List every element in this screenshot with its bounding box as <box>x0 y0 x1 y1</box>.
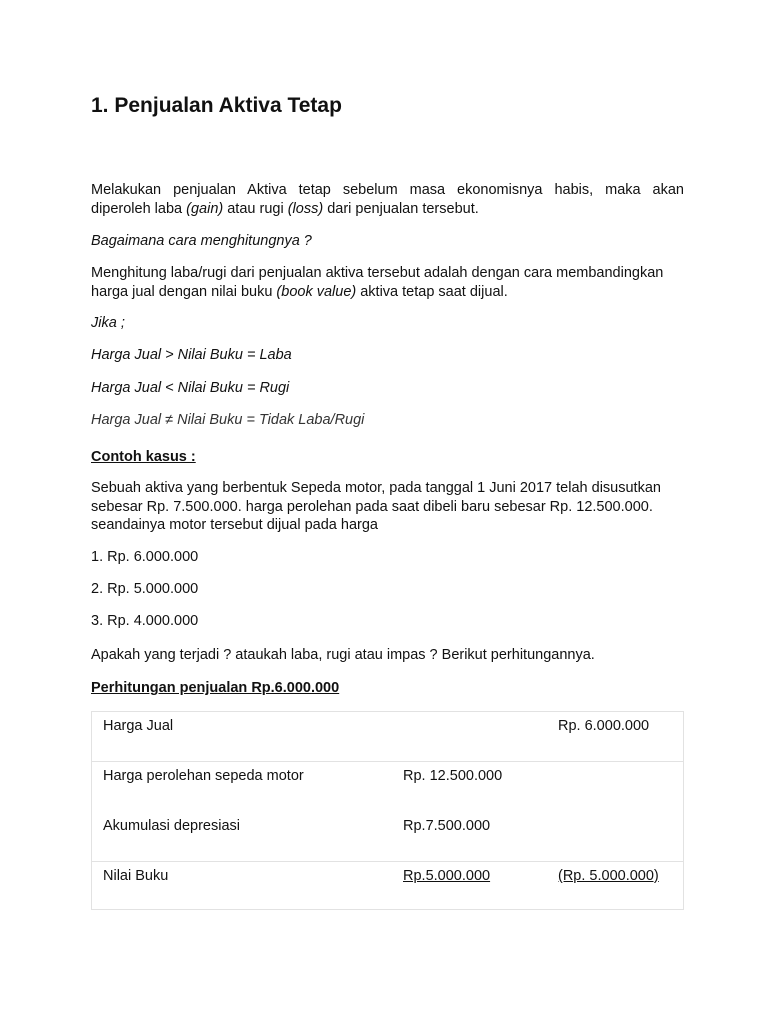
rule-impas: Harga Jual ≠ Nilai Buku = Tidak Laba/Rugi <box>91 412 365 428</box>
jika-text: Jika ; <box>91 315 125 331</box>
intro-line-1: Melakukan penjualan Aktiva tetap sebelum masa ekonomisnya habis, maka akan <box>91 182 684 198</box>
case-paragraph <box>91 479 684 535</box>
gain-term: (gain) <box>186 200 224 217</box>
page-title: 1. Penjualan Aktiva Tetap <box>91 94 342 117</box>
rule-laba: Harga Jual > Nilai Buku = Laba <box>91 347 292 363</box>
method-line-2 <box>91 283 684 302</box>
book-value-term: (book value) <box>276 283 357 300</box>
harga-jual-value: Rp. 6.000.000 <box>558 718 650 734</box>
method-paragraph <box>91 264 684 301</box>
akumulasi-value: Rp.7.500.000 <box>403 818 491 834</box>
perolehan-value: Rp. 12.500.000 <box>403 768 503 784</box>
nilai-buku-label: Nilai Buku <box>103 868 169 884</box>
case-heading: Contoh kasus : <box>91 449 196 465</box>
calc-heading: Perhitungan penjualan Rp.6.000.000 <box>91 680 340 696</box>
option-item: 2. Rp. 5.000.000 <box>91 581 199 597</box>
harga-jual-label: Harga Jual <box>103 718 174 734</box>
question-text: Bagaimana cara menghitungnya ? <box>91 233 312 249</box>
case-line-1: Sebuah aktiva yang berbentuk Sepeda motor, pada tanggal 1 Juni 2017 telah disusutkan <box>91 480 661 496</box>
intro-text: atau rugi <box>223 200 288 217</box>
table-divider <box>92 761 683 762</box>
calculation-table <box>91 711 684 910</box>
method-line-1: Menghitung laba/rugi dari penjualan aktiva tersebut adalah dengan cara membandingkan <box>91 265 664 281</box>
rule-rugi: Harga Jual < Nilai Buku = Rugi <box>91 380 290 396</box>
question-2-text: Apakah yang terjadi ? ataukah laba, rugi atau impas ? Berikut perhitungannya. <box>91 647 595 663</box>
intro-paragraph <box>91 181 684 218</box>
case-line-2: sebesar Rp. 7.500.000. harga perolehan pada saat dibeli baru sebesar Rp. 12.500.000. <box>91 498 653 515</box>
nilai-buku-value: Rp.5.000.000 <box>403 868 491 884</box>
method-text: aktiva tetap saat dijual. <box>356 283 508 300</box>
table-divider <box>92 861 683 862</box>
case-line-3: seandainya motor tersebut dijual pada harga <box>91 517 378 533</box>
intro-line-2 <box>91 200 684 219</box>
intro-text: diperoleh laba <box>91 200 187 217</box>
akumulasi-label: Akumulasi depresiasi <box>103 818 241 834</box>
nilai-buku-result: (Rp. 5.000.000) <box>558 868 659 884</box>
method-text: harga jual dengan nilai buku <box>91 283 277 300</box>
perolehan-label: Harga perolehan sepeda motor <box>103 768 304 784</box>
intro-text: dari penjualan tersebut. <box>323 200 479 217</box>
option-item: 3. Rp. 4.000.000 <box>91 613 199 629</box>
option-item: 1. Rp. 6.000.000 <box>91 549 199 565</box>
loss-term: (loss) <box>287 200 324 217</box>
